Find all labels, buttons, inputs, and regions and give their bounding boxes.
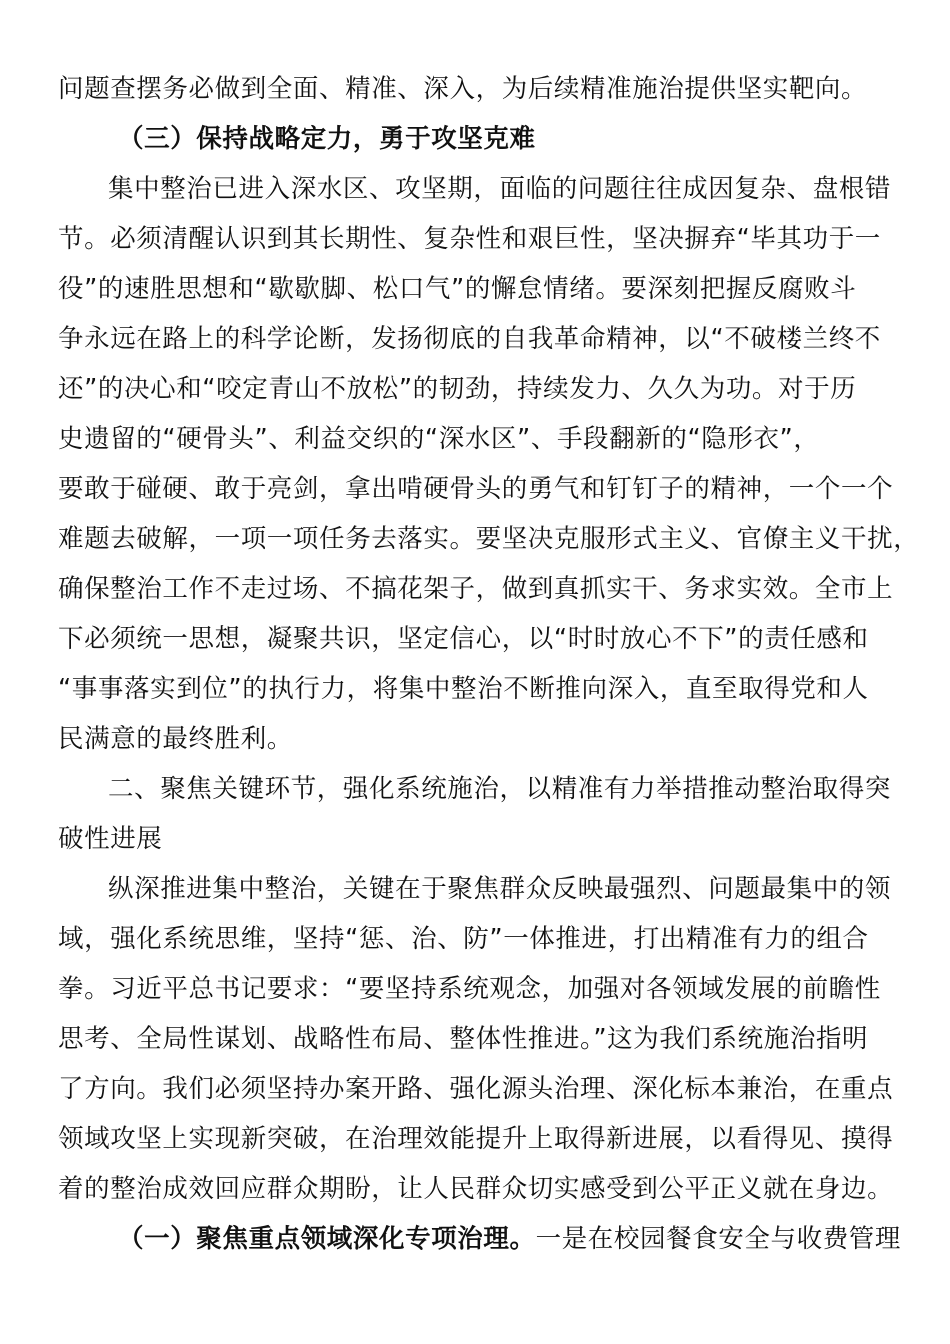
section-heading-two-continued: 破性进展 (58, 824, 163, 854)
paragraph-line: 集中整治已进入深水区、攻坚期，面临的问题往往成因复杂、盘根错 (108, 174, 892, 204)
subsection-text: 一是在校园餐食安全与收费管理 (535, 1224, 902, 1254)
paragraph-line: 确保整治工作不走过场、不搞花架子，做到真抓实干、务求实效。全市上 (58, 574, 894, 604)
paragraph-line: 还”的决心和“咬定青山不放松”的韧劲，持续发力、久久为功。对于历 (58, 374, 857, 404)
paragraph-line: “事事落实到位”的执行力，将集中整治不断推向深入，直至取得党和人 (58, 674, 869, 704)
paragraph-line: 役”的速胜思想和“歇歇脚、松口气”的懈怠情绪。要深刻把握反腐败斗 (58, 274, 857, 304)
paragraph-line: 节。必须清醒认识到其长期性、复杂性和艰巨性，坚决摒弃“毕其功于一 (58, 224, 881, 254)
paragraph-line: 域，强化系统思维，坚持“惩、治、防”一体推进，打出精准有力的组合 (58, 924, 869, 954)
paragraph-line: 问题查摆务必做到全面、精准、深入，为后续精准施治提供坚实靶向。 (58, 74, 868, 104)
section-heading-two: 二、聚焦关键环节，强化系统施治，以精准有力举措推动整治取得突 (108, 774, 892, 804)
paragraph-line: 了方向。我们必须坚持办案开路、强化源头治理、深化标本兼治，在重点 (58, 1074, 894, 1104)
paragraph-line: 难题去破解，一项一项任务去落实。要坚决克服形式主义、官僚主义干扰， (58, 524, 920, 554)
paragraph-line: 纵深推进集中整治，关键在于聚焦群众反映最强烈、问题最集中的领 (108, 874, 892, 904)
paragraph-line: 民满意的最终胜利。 (58, 724, 293, 754)
paragraph-line: 争永远在路上的科学论断，发扬彻底的自我革命精神，以“不破楼兰终不 (58, 324, 881, 354)
paragraph-line: 下必须统一思想，凝聚共识，坚定信心，以“时时放心不下”的责任感和 (58, 624, 869, 654)
subsection-heading-one: （一）聚焦重点领域深化专项治理。 (118, 1224, 536, 1254)
paragraph-line: 要敢于碰硬、敢于亮剑，拿出啃硬骨头的勇气和钉钉子的精神，一个一个 (58, 474, 894, 504)
paragraph-line: 领域攻坚上实现新突破，在治理效能提升上取得新进展，以看得见、摸得 (58, 1124, 894, 1154)
paragraph-line: 拳。习近平总书记要求：“要坚持系统观念，加强对各领域发展的前瞻性 (58, 974, 881, 1004)
paragraph-line: 着的整治成效回应群众期盼，让人民群众切实感受到公平正义就在身边。 (58, 1174, 894, 1204)
paragraph-line: 思考、全局性谋划、战略性布局、整体性推进。”这为我们系统施治指明 (58, 1024, 869, 1054)
subsection-line (118, 1214, 950, 1264)
section-heading-three: （三）保持战略定力，勇于攻坚克难 (118, 124, 536, 154)
paragraph-line: 史遗留的“硬骨头”、利益交织的“深水区”、手段翻新的“隐形衣”， (58, 424, 820, 454)
